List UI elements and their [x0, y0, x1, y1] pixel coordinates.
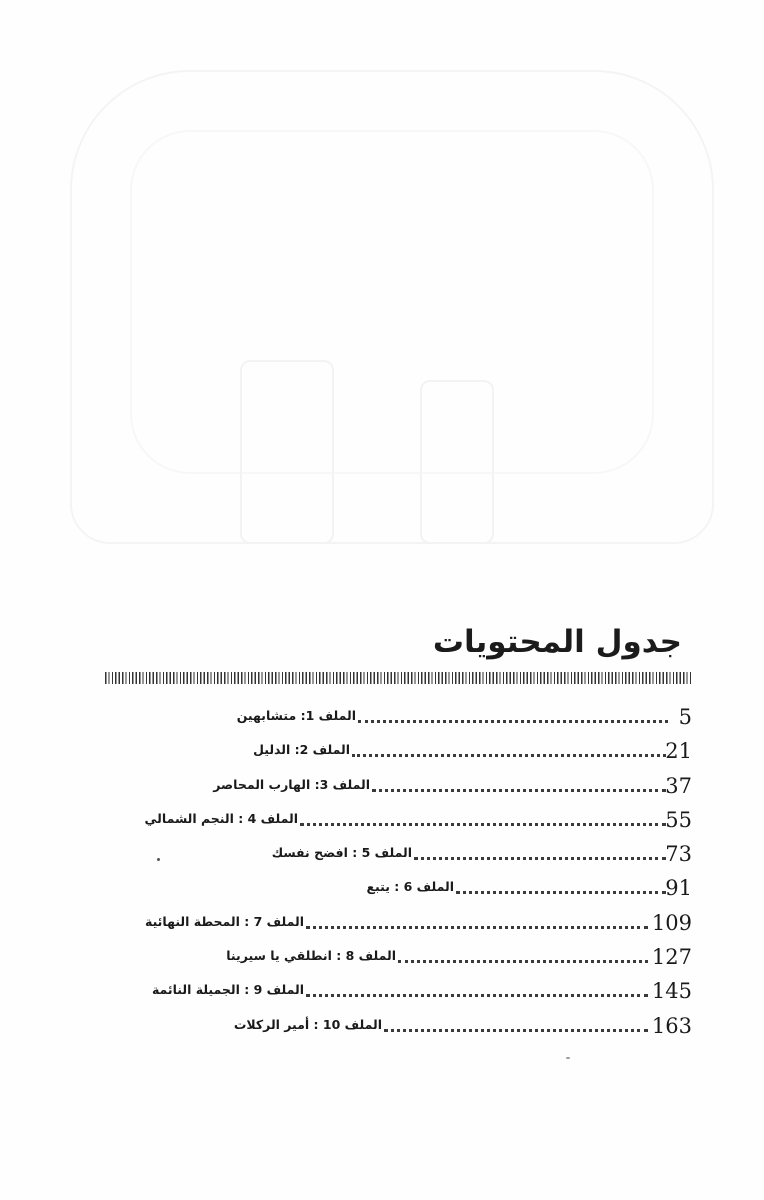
toc-entry[interactable] [100, 871, 694, 905]
chapter-label: الملف 1: متشابهين [236, 708, 356, 723]
page-number: 109 [651, 910, 692, 935]
chapter-label: الملف 7 : المحطة النهائية [145, 913, 304, 929]
print-speck [157, 858, 160, 861]
chapter-label: الملف 3: الهارب المحاصر [213, 776, 370, 792]
toc-entry[interactable] [100, 940, 694, 974]
chapter-label: الملف 4 : النجم الشمالي [144, 810, 298, 826]
page-number: 91 [665, 876, 692, 901]
toc-entry[interactable] [100, 974, 694, 1008]
toc-entry[interactable] [100, 1009, 694, 1043]
chapter-label: الملف 8 : انطلقي يا سيرينا [226, 948, 396, 964]
page-number: 37 [665, 773, 692, 798]
page-number: 145 [651, 979, 692, 1004]
dot-leader [384, 1017, 648, 1032]
chapter-label: الملف 10 : أمير الركلات [233, 1016, 382, 1032]
toc-entry[interactable] [100, 837, 694, 871]
page-number: 55 [665, 807, 692, 832]
dot-leader [300, 811, 666, 826]
toc-entry[interactable] [100, 734, 694, 768]
page-number: 5 [678, 705, 692, 729]
toc-entry[interactable] [100, 803, 694, 837]
chapter-label: الملف 2: الدليل [253, 742, 350, 758]
dot-leader [372, 777, 666, 792]
page-number: 127 [651, 945, 692, 970]
dot-leader [398, 948, 648, 963]
toc-entry[interactable] [100, 769, 694, 803]
dot-leader [456, 879, 666, 894]
dot-leader [414, 845, 666, 860]
page-number: 163 [651, 1013, 692, 1038]
dot-leader [306, 914, 648, 929]
toc-entry[interactable] [100, 700, 694, 734]
dot-leader [352, 742, 666, 757]
background-bleedthrough [130, 130, 654, 474]
background-bleedthrough [240, 360, 334, 544]
dot-leader [306, 982, 648, 997]
page-number: 21 [665, 739, 692, 764]
title-divider-rule [105, 672, 691, 684]
chapter-label: الملف 5 : افضح نفسك [271, 845, 412, 861]
chapter-label: الملف 6 : يتبع [366, 879, 454, 895]
toc-entries [100, 700, 694, 1043]
chapter-label: الملف 9 : الجميلة النائمة [151, 982, 304, 998]
dot-leader [358, 708, 668, 723]
toc-entry[interactable] [100, 906, 694, 940]
background-bleedthrough [420, 380, 494, 544]
page-number: 73 [665, 842, 692, 867]
toc-title: جدول المحتويات [432, 624, 682, 660]
print-speck [566, 1057, 570, 1059]
